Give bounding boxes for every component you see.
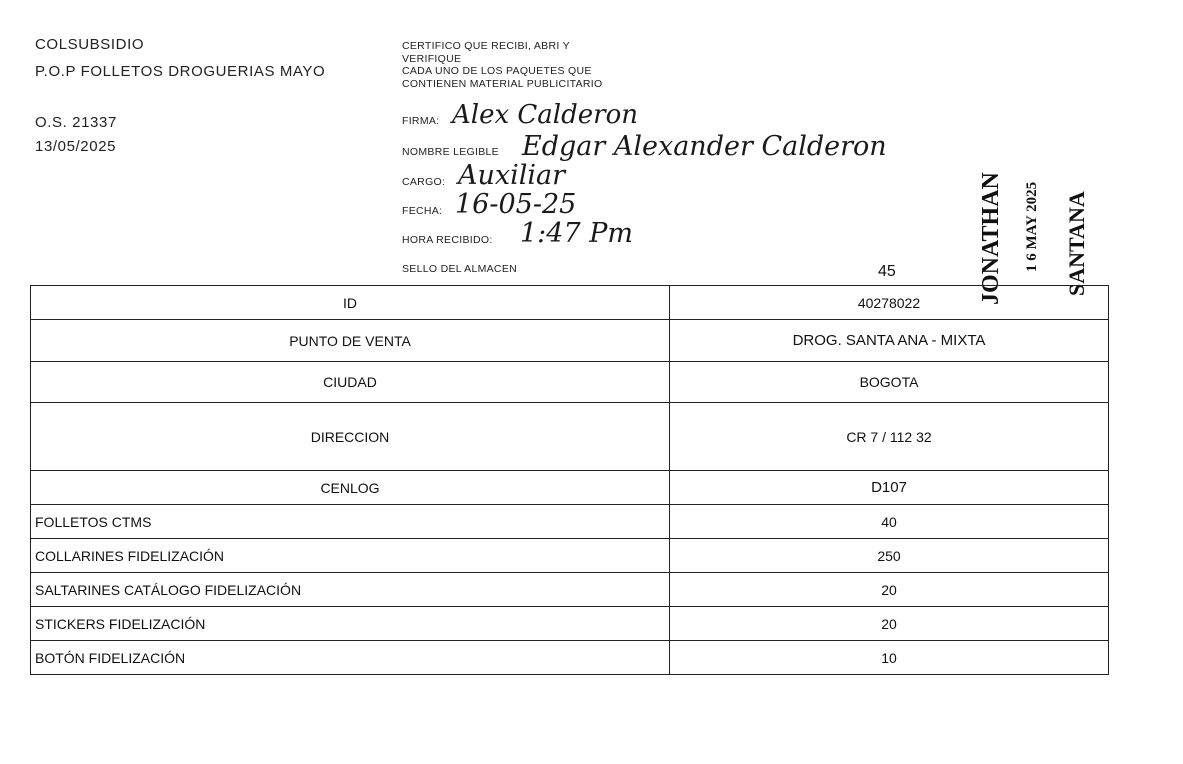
row-label: SALTARINES CATÁLOGO FIDELIZACIÓN xyxy=(31,573,670,607)
table-row xyxy=(31,539,1109,573)
cargo-label: CARGO: xyxy=(402,176,446,188)
firma-label: FIRMA: xyxy=(402,115,440,127)
row-value: 250 xyxy=(670,539,1109,573)
row-label: PUNTO DE VENTA xyxy=(31,320,670,362)
row-value: D107 xyxy=(670,471,1109,505)
table-row xyxy=(31,471,1109,505)
cargo-value: Auxiliar xyxy=(458,160,566,191)
table-row xyxy=(31,505,1109,539)
row-label: COLLARINES FIDELIZACIÓN xyxy=(31,539,670,573)
row-value: DROG. SANTA ANA - MIXTA xyxy=(670,320,1109,362)
certificate-line: CONTIENEN MATERIAL PUBLICITARIO xyxy=(402,77,603,90)
certificate-line: CERTIFICO QUE RECIBI, ABRI Y xyxy=(402,40,570,52)
fecha-label: FECHA: xyxy=(402,205,443,217)
table-row xyxy=(31,320,1109,362)
table-row xyxy=(31,573,1109,607)
stamp-date: 1 6 MAY 2025 xyxy=(1024,181,1040,272)
row-value: 20 xyxy=(670,573,1109,607)
table-row xyxy=(31,362,1109,403)
row-label: STICKERS FIDELIZACIÓN xyxy=(31,607,670,641)
row-value: 10 xyxy=(670,641,1109,675)
order-number: O.S. 21337 xyxy=(35,114,117,131)
table-row xyxy=(31,607,1109,641)
nombre-label: NOMBRE LEGIBLE xyxy=(402,146,499,158)
stamp-name-last: SANTANA xyxy=(1064,191,1089,296)
row-label: CIUDAD xyxy=(31,362,670,403)
nombre-value: Edgar Alexander Calderon xyxy=(522,131,887,162)
row-value: CR 7 / 112 32 xyxy=(670,403,1109,471)
fecha-value: 16-05-25 xyxy=(455,189,577,220)
stamp-number: 45 xyxy=(878,263,896,280)
row-value: 40 xyxy=(670,505,1109,539)
certificate-line: CADA UNO DE LOS PAQUETES QUE xyxy=(402,65,592,77)
table-row xyxy=(31,403,1109,471)
table-row xyxy=(31,641,1109,675)
order-date: 13/05/2025 xyxy=(35,138,117,155)
stamp-name-first: JONATHAN xyxy=(978,172,1004,305)
row-label: ID xyxy=(31,286,670,320)
hora-value: 1:47 Pm xyxy=(520,218,633,249)
row-label: BOTÓN FIDELIZACIÓN xyxy=(31,641,670,675)
row-value: 20 xyxy=(670,607,1109,641)
row-value: BOGOTA xyxy=(670,362,1109,403)
certificate-statement xyxy=(402,40,602,90)
row-label: DIRECCION xyxy=(31,403,670,471)
row-label: FOLLETOS CTMS xyxy=(31,505,670,539)
delivery-table xyxy=(30,285,1109,675)
firma-signature: Alex Calderon xyxy=(452,100,638,130)
hora-label: HORA RECIBIDO: xyxy=(402,234,493,246)
campaign-title: P.O.P FOLLETOS DROGUERIAS MAYO xyxy=(35,63,326,80)
company-name: COLSUBSIDIO xyxy=(35,36,145,53)
row-label: CENLOG xyxy=(31,471,670,505)
sello-label: SELLO DEL ALMACEN xyxy=(402,263,518,275)
table-row xyxy=(31,286,1109,320)
row-value: 40278022 xyxy=(670,286,1109,320)
certificate-line: VERIFIQUE xyxy=(402,52,462,65)
